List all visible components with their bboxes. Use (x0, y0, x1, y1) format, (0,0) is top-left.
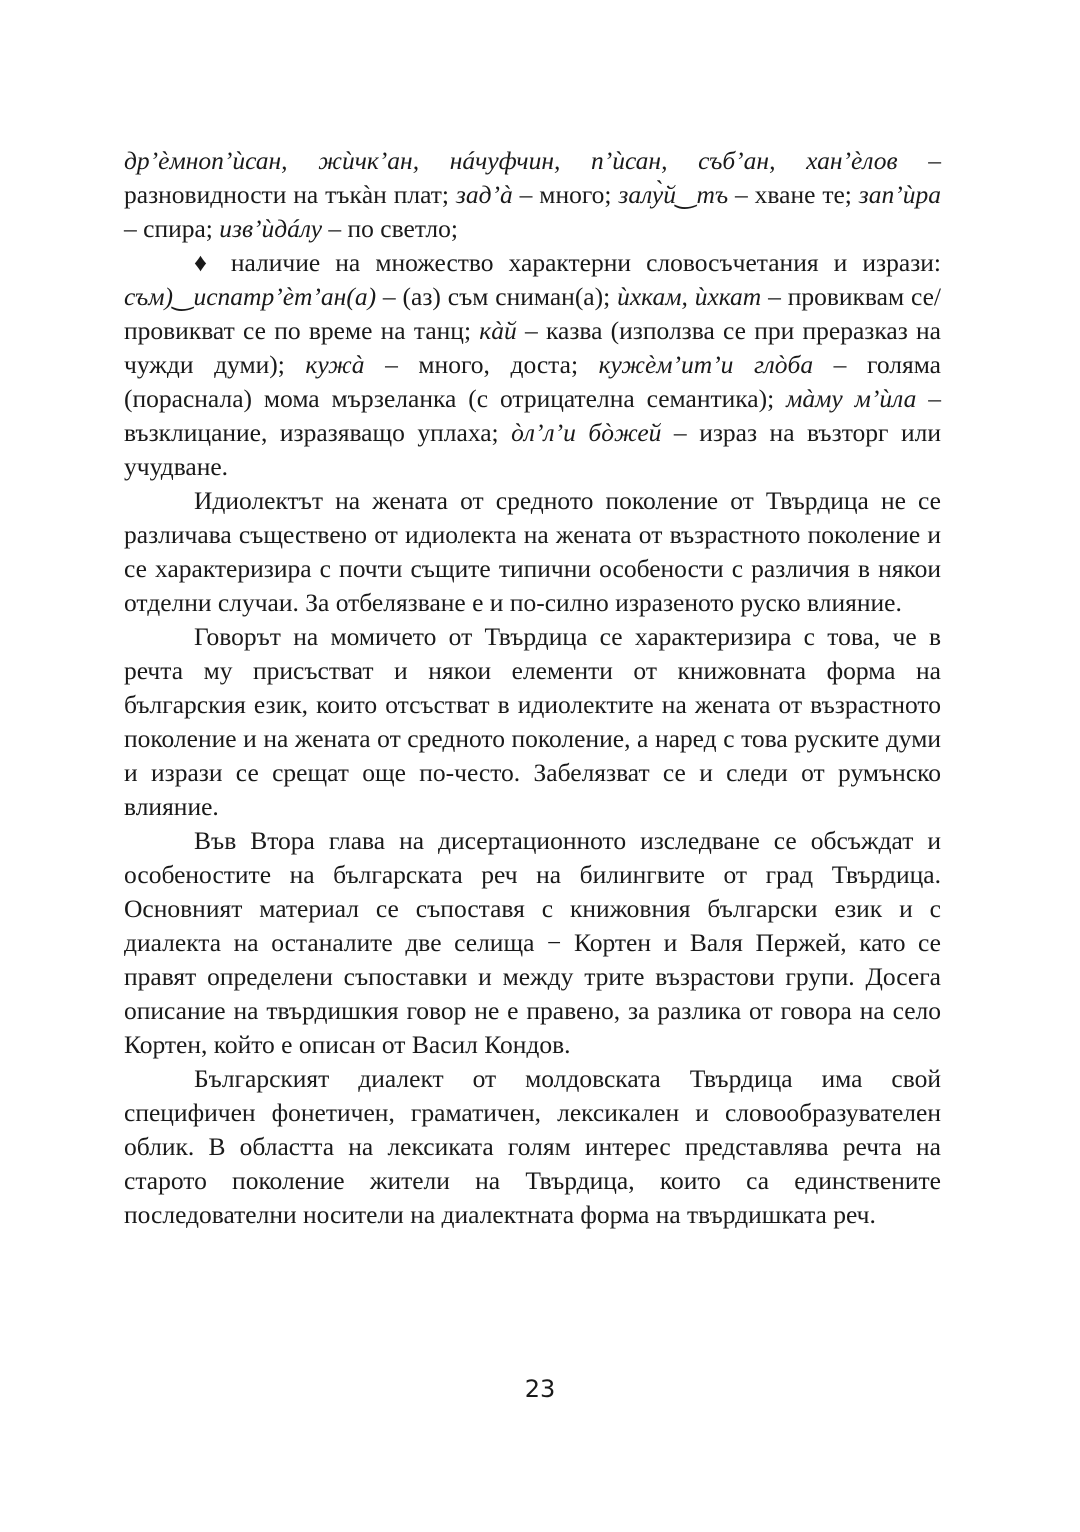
paragraph-6 (124, 1062, 941, 1232)
dialect-term: съм)‿испатр’ѐт’ан(а) (124, 282, 377, 311)
text-run: – казва (използва се при преразказ на чужди думи); (124, 316, 941, 379)
text-run: – голяма (пораснала) мома мързеланка (с отрицателна семантика); (124, 350, 941, 413)
dialect-term: зад’à (455, 180, 513, 209)
text-run: Идиолектът на жената от средното поколение от Твърдица не се различава съществено от идиолекта на жената от възрастното поколение и се характеризира с почти същите типични особености с различия в някои отделни случаи. За отбелязване е и по-силно изразеното руско влияние. (124, 486, 941, 617)
dialect-term: зап’ѝра (858, 180, 941, 209)
text-run: – израз на възторг или учудване. (124, 418, 941, 481)
text-run: – хване те; (728, 180, 859, 209)
paragraph-3 (124, 484, 941, 620)
text-run: ♦ наличие на множество характерни словосъчетания и изрази: (194, 248, 941, 277)
text-run: – по светло; (322, 214, 458, 243)
dialect-term: ѝхкам, ѝхкат (617, 282, 762, 311)
paragraph-2 (124, 246, 941, 484)
paragraph-1 (124, 144, 941, 246)
dialect-terms: др’ѐмноп’ѝсан, жѝчк’ан, нáчуфчин, п’ѝсан, съб’ан, хан’ѐлов (124, 146, 898, 175)
text-run: – много; (512, 180, 619, 209)
text-run: – възклицание, изразяващо уплаха; (124, 384, 941, 447)
dialect-term: òл’л’и бòжей (511, 418, 662, 447)
dialect-term: кужѐм’ит’и глòба (598, 350, 814, 379)
text-run: Във Втора глава на дисертационното изследване се обсъждат и особеностите на българската реч на билингвите от град Твърдица. Основният материал се съпоставя с книжовния български език и с диалекта на останалите две селища − Кортен и Валя Пержей, като се правят определени съпоставки и между трите възрастови групи. Досега описание на твърдишкия говор не е правено, за разлика от говора на село Кортен, който е описан от Васил Кондов. (124, 826, 941, 1059)
text-run: – много, доста; (364, 350, 599, 379)
page-number: 23 (524, 1375, 556, 1403)
text-run: – (аз) съм сниман(а); (376, 282, 618, 311)
dialect-term: кàй (479, 316, 517, 345)
text-run: – провиквам се/провикват се по време на танц; (124, 282, 941, 345)
text-run: Говорът на момичето от Твърдица се характеризира с това, че в речта му присъстват и някои елементи от книжовната форма на българския език, които отсъстват в идиолектите на жената от възрастното поколение и на жената от средното поколение, а наред с това руските думи и изрази се срещат още по-често. Забелязват се и следи от румънско влияние. (124, 622, 941, 821)
paragraph-4 (124, 620, 941, 824)
dialect-term: мàму м’ѝла (786, 384, 917, 413)
text-run: Българският диалект от молдовската Твърдица има свой специфичен фонетичен, граматичен, лексикален и словообразувателен облик. В областта на лексиката голям интерес представлява речта на старото поколение жители на Твърдица, които са единствените последователни носители на диалектната форма на твърдишката реч. (124, 1064, 941, 1229)
paragraph-5 (124, 824, 941, 1062)
text-run: – спира; (124, 214, 220, 243)
dialect-term: изв’ѝдáлу (219, 214, 323, 243)
text-run: – разновидности на тъкàн плат; (124, 146, 942, 209)
document-body (124, 144, 941, 1232)
dialect-term: залу̀й‿тъ (618, 180, 729, 209)
dialect-term: кужà (305, 350, 365, 379)
